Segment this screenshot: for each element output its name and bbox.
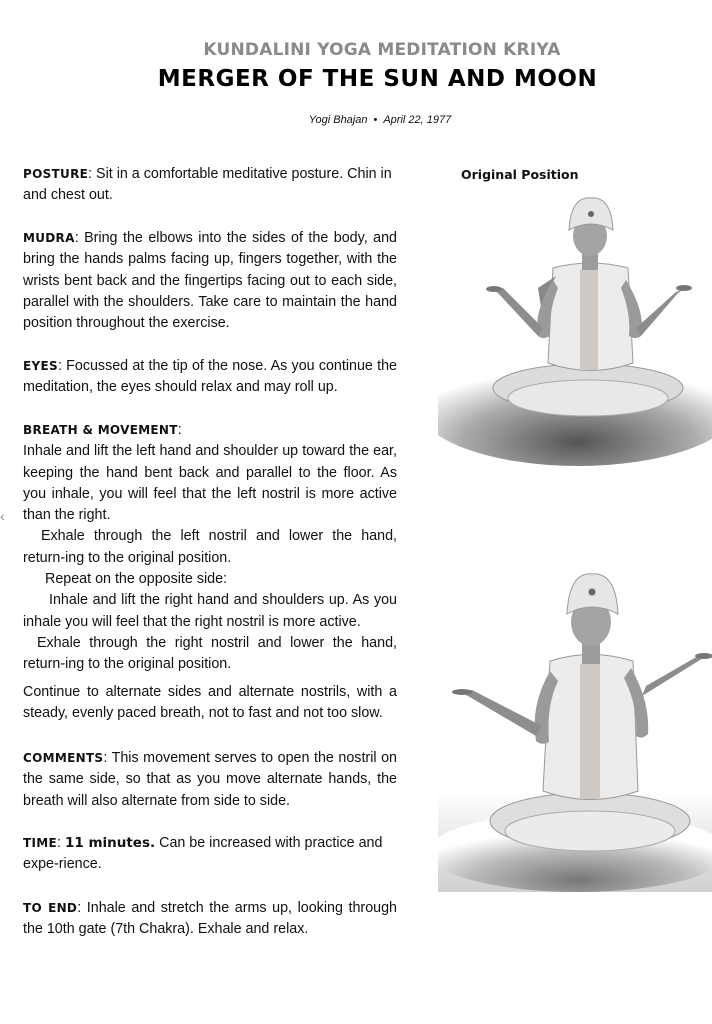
breath-section [23, 420, 397, 724]
comments-text: : This movement serves to open the nostril on the same side, so that as you move alternate hands, the breath will also alternate from side to side. [23, 750, 397, 809]
to-end-label: TO END [23, 901, 78, 915]
time-label: TIME [23, 836, 57, 850]
eyes-label: EYES [23, 359, 58, 373]
comments-label: COMMENTS [23, 751, 104, 765]
original-position-photo [438, 188, 712, 470]
breath-colon: : [177, 422, 182, 438]
posture-section [23, 164, 397, 207]
breath-p3: Repeat on the opposite side: [45, 571, 228, 588]
to-end-text: : Inhale and stretch the arms up, looking through the 10th gate (7th Chakra). Exhale and relax. [23, 900, 397, 938]
to-end-section [23, 898, 397, 941]
figure-caption: Original Position [461, 167, 579, 182]
eyes-text: : Focussed at the tip of the nose. As you continue the meditation, the eyes should relax and may roll up. [23, 358, 397, 396]
time-text: Can be increased with practice and expe-rience. [23, 835, 383, 873]
breath-p4: Inhale and lift the right hand and shoulders up. As you inhale you will feel that the right nostril is more active. [23, 592, 397, 630]
mudra-label: MUDRA [23, 231, 75, 245]
byline-separator: • [373, 114, 378, 126]
breath-p6: Continue to alternate sides and alternate nostrils, with a steady, evenly paced breath, not to fast and not too slow. [23, 683, 397, 721]
time-duration: 11 minutes. [64, 835, 156, 851]
breath-p2: Exhale through the left nostril and lower the hand, return-ing to the original position. [23, 528, 397, 566]
mudra-text: : Bring the elbows into the sides of the body, and bring the hands palms facing up, fingers together, with the wrists bent back and the fingertips facing out to each side, parallel with the shoulders. Take care to maintain the hand position throughout the exercise. [23, 230, 397, 332]
page-title: MERGER OF THE SUN AND MOON [157, 66, 598, 92]
mudra-section [23, 228, 397, 334]
comments-section [23, 748, 397, 812]
time-section [23, 833, 397, 876]
kriya-kicker: KUNDALINI YOGA MEDITATION KRIYA [203, 40, 561, 60]
author: Yogi Bhajan [308, 114, 368, 126]
page-edge-mark: ‹ [0, 508, 5, 524]
eyes-section [23, 356, 397, 399]
time-colon: : [57, 835, 65, 851]
breath-label: BREATH & MOVEMENT [23, 423, 178, 437]
breath-p5: Exhale through the right nostril and lower the hand, return-ing to the original position. [23, 634, 397, 673]
breath-p1: Inhale and lift the left hand and shoulder up toward the ear, keeping the hand bent back and parallel to the floor. As you inhale, you will feel that the left nostril is more active than the right. [23, 443, 397, 524]
byline [0, 114, 712, 126]
alternate-position-photo [438, 556, 712, 892]
posture-label: POSTURE [23, 167, 89, 181]
date: April 22, 1977 [383, 114, 452, 126]
posture-text: : Sit in a comfortable meditative posture. Chin in and chest out. [23, 166, 392, 204]
